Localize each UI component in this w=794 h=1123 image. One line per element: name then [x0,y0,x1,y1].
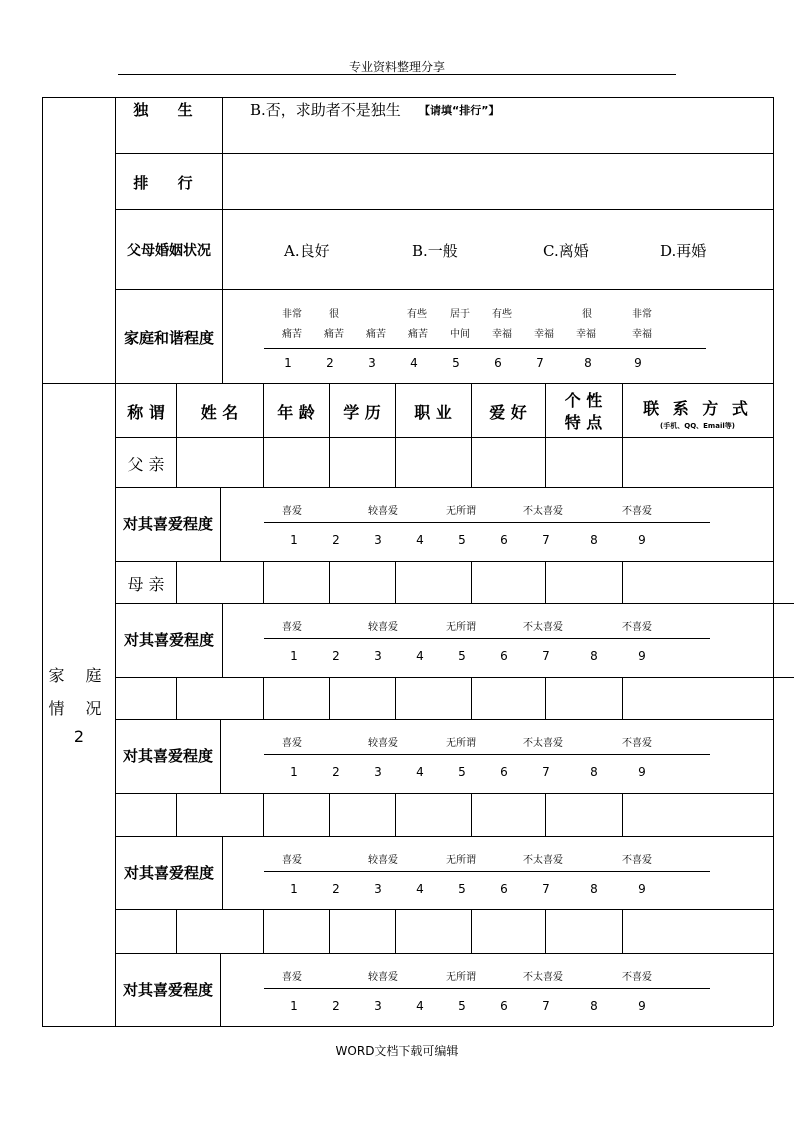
member-row-divider [115,909,773,910]
harmony-scale-num-6: 7 [536,356,544,370]
like-level-4-4: 不喜爱 [622,972,652,983]
top-row-divider [115,289,773,290]
harmony-top-label-6: 非常 [632,309,652,320]
harmony-scale-num-7: 8 [584,356,592,370]
like-row-divider [115,719,773,720]
harmony-top-label-0: 非常 [282,309,302,320]
header-job: 职 业 [414,403,452,422]
like-scale-num-3-6: 7 [542,882,550,896]
like-level-1-4: 不喜爱 [622,622,652,633]
like-level-1-2: 无所谓 [446,622,476,633]
member-col-divider [263,437,264,487]
harmony-scale-num-2: 3 [368,356,376,370]
like-scale-num-1-6: 7 [542,649,550,663]
table-left-border [42,97,43,1026]
only-child-value: B.否，求助者不是独生 [250,101,401,119]
parents-marriage-label: 父母婚姻状况 [127,243,211,259]
like-scale-num-1-1: 2 [332,649,340,663]
member-row-divider [115,561,773,562]
like-scale-num-2-8: 9 [638,765,646,779]
harmony-top-label-3: 居于 [450,309,470,320]
like-level-3-4: 不喜爱 [622,855,652,866]
top-row-divider [115,153,773,154]
like-scale-num-4-8: 9 [638,999,646,1013]
member-col-divider [176,677,177,719]
like-level-2-1: 较喜爱 [368,738,398,749]
member-row-divider [115,793,773,794]
like-level-0-1: 较喜爱 [368,506,398,517]
like-label-1: 对其喜爱程度 [123,631,214,649]
like-scale-num-4-5: 6 [500,999,508,1013]
member-col-divider [545,677,546,719]
member-title-0: 父 亲 [127,455,165,474]
member-col-divider [471,909,472,953]
member-col-divider [395,909,396,953]
member-col-divider [545,909,546,953]
like-scale-num-2-3: 4 [416,765,424,779]
like-level-0-0: 喜爱 [282,506,302,517]
family-section-label-1: 家 庭 [48,666,110,685]
member-col-divider [471,677,472,719]
member-col-divider [622,793,623,836]
like-level-3-3: 不太喜爱 [523,855,563,866]
like-level-1-3: 不太喜爱 [523,622,563,633]
like-label-divider [220,719,221,793]
member-col-divider [622,677,623,719]
like-scale-num-3-4: 5 [458,882,466,896]
like-scale-num-0-3: 4 [416,533,424,547]
member-col-divider [329,909,330,953]
like-scale-num-2-5: 6 [500,765,508,779]
like-scale-num-4-6: 7 [542,999,550,1013]
harmony-label: 家庭和谐程度 [123,329,214,347]
like-scale-num-0-0: 1 [290,533,298,547]
like-scale-num-3-3: 4 [416,882,424,896]
harmony-scale-num-3: 4 [410,356,418,370]
member-col-divider [176,909,177,953]
like-scale-num-0-7: 8 [590,533,598,547]
marriage-option-divorced: C.离婚 [543,242,589,260]
table-bottom-border [42,1026,773,1027]
like-scale-num-0-4: 5 [458,533,466,547]
like-level-0-3: 不太喜爱 [523,506,563,517]
like-level-4-2: 无所谓 [446,972,476,983]
like-scale-num-1-7: 8 [590,649,598,663]
member-col-divider [622,561,623,603]
member-col-divider [471,561,472,603]
member-col-divider [329,793,330,836]
marriage-option-remarried: D.再婚 [660,242,707,260]
harmony-bottom-label-6: 幸福 [534,329,554,340]
like-scale-num-1-3: 4 [416,649,424,663]
harmony-bottom-label-4: 中间 [450,329,470,340]
like-scale-num-0-1: 2 [332,533,340,547]
member-col-divider [395,793,396,836]
harmony-scale-line [264,348,706,349]
like-scale-num-3-8: 9 [638,882,646,896]
top-row-divider [115,209,773,210]
header-rule [118,74,676,75]
like-label-3: 对其喜爱程度 [123,864,214,882]
harmony-bottom-label-5: 幸福 [492,329,512,340]
header-title: 称 谓 [127,403,165,422]
top-label-divider [222,97,223,383]
header-education: 学 历 [343,403,381,422]
overflow-rule [773,603,794,604]
like-level-4-0: 喜爱 [282,972,302,983]
like-scale-num-3-0: 1 [290,882,298,896]
overflow-rule [773,677,794,678]
like-scale-num-2-7: 8 [590,765,598,779]
like-scale-num-4-0: 1 [290,999,298,1013]
harmony-scale-num-8: 9 [634,356,642,370]
harmony-scale-num-1: 2 [326,356,334,370]
like-level-3-1: 较喜爱 [368,855,398,866]
like-scale-line [264,522,710,523]
table-right-border [773,97,774,1026]
like-scale-num-0-6: 7 [542,533,550,547]
harmony-top-label-4: 有些 [492,309,512,320]
like-level-0-4: 不喜爱 [622,506,652,517]
family-section-label-2: 情 况 [48,699,110,718]
member-col-divider [395,561,396,603]
member-col-divider [329,677,330,719]
harmony-scale-num-4: 5 [452,356,460,370]
only-child-label: 独 生 [133,101,205,119]
like-level-2-2: 无所谓 [446,738,476,749]
like-level-4-3: 不太喜爱 [523,972,563,983]
harmony-bottom-label-3: 痛苦 [408,329,428,340]
member-col-divider [176,793,177,836]
harmony-bottom-label-1: 痛苦 [324,329,344,340]
page-header: 专业资料整理分享 [348,60,445,74]
member-col-divider [622,437,623,487]
harmony-top-label-5: 很 [582,309,592,320]
member-col-divider [263,677,264,719]
like-label-divider [222,603,223,677]
member-col-divider [545,561,546,603]
header-age: 年 龄 [277,403,315,422]
harmony-top-label-2: 有些 [407,309,427,320]
harmony-top-label-1: 很 [329,309,339,320]
like-level-1-1: 较喜爱 [368,622,398,633]
like-scale-num-1-8: 9 [638,649,646,663]
member-col-divider [176,561,177,603]
like-scale-num-3-2: 3 [374,882,382,896]
like-scale-line [264,638,710,639]
header-hobby: 爱 好 [489,403,527,422]
member-col-divider [263,561,264,603]
family-section-label-3: 2 [73,727,85,746]
member-col-divider [263,793,264,836]
like-level-0-2: 无所谓 [446,506,476,517]
like-level-2-0: 喜爱 [282,738,302,749]
like-scale-num-1-2: 3 [374,649,382,663]
member-col-divider [395,437,396,487]
like-scale-num-4-1: 2 [332,999,340,1013]
like-scale-line [264,988,710,989]
member-col-divider [545,437,546,487]
like-row-divider [115,836,773,837]
like-scale-num-4-7: 8 [590,999,598,1013]
like-level-4-1: 较喜爱 [368,972,398,983]
member-col-divider [176,437,177,487]
like-scale-num-1-4: 5 [458,649,466,663]
header-contact-note: (手机、QQ、Email等) [660,422,735,430]
like-scale-num-0-5: 6 [500,533,508,547]
member-title-1: 母 亲 [127,575,165,594]
like-scale-num-3-5: 6 [500,882,508,896]
member-col-divider [263,909,264,953]
like-level-2-3: 不太喜爱 [523,738,563,749]
like-scale-num-2-6: 7 [542,765,550,779]
like-scale-num-3-1: 2 [332,882,340,896]
like-scale-num-0-8: 9 [638,533,646,547]
page-footer: WORD文档下载可编辑 [335,1044,459,1058]
like-label-divider [220,953,221,1026]
harmony-scale-num-5: 6 [494,356,502,370]
like-label-0: 对其喜爱程度 [122,515,213,533]
like-level-3-2: 无所谓 [446,855,476,866]
like-scale-line [264,754,710,755]
like-scale-num-3-7: 8 [590,882,598,896]
rank-label: 排 行 [133,174,205,192]
harmony-scale-num-0: 1 [284,356,292,370]
member-col-divider [471,793,472,836]
header-name: 姓 名 [200,403,239,422]
like-scale-num-2-2: 3 [374,765,382,779]
like-scale-num-1-0: 1 [290,649,298,663]
harmony-bottom-label-8: 幸福 [632,329,652,340]
member-col-divider [329,561,330,603]
marriage-option-good: A.良好 [284,242,330,260]
only-child-note: 【请填“排行”】 [419,104,500,117]
like-label-4: 对其喜爱程度 [122,981,213,999]
header-row-divider [115,437,773,438]
marriage-option-average: B.一般 [412,242,458,260]
member-row-divider [115,677,773,678]
member-col-divider [622,909,623,953]
like-scale-line [264,871,710,872]
like-level-2-4: 不喜爱 [622,738,652,749]
like-label-2: 对其喜爱程度 [122,747,213,765]
like-scale-num-4-4: 5 [458,999,466,1013]
header-contact: 联 系 方 式 [643,399,752,418]
member-col-divider [395,677,396,719]
section-divider [42,383,773,384]
like-level-3-0: 喜爱 [282,855,302,866]
member-col-divider [471,437,472,487]
table-top-border [42,97,773,98]
like-scale-num-4-2: 3 [374,999,382,1013]
like-scale-num-0-2: 3 [374,533,382,547]
like-label-divider [222,836,223,909]
harmony-bottom-label-7: 幸福 [576,329,596,340]
like-row-divider [115,487,773,488]
harmony-bottom-label-2: 痛苦 [366,329,386,340]
like-scale-num-2-1: 2 [332,765,340,779]
header-personality-1: 个 性 [564,391,603,410]
like-scale-num-1-5: 6 [500,649,508,663]
member-col-divider [329,437,330,487]
like-scale-num-2-4: 5 [458,765,466,779]
like-level-1-0: 喜爱 [282,622,302,633]
member-col-divider [545,793,546,836]
like-scale-num-2-0: 1 [290,765,298,779]
like-row-divider [115,603,773,604]
like-row-divider [115,953,773,954]
header-personality-2: 特 点 [564,413,603,432]
like-label-divider [220,487,221,561]
harmony-bottom-label-0: 痛苦 [282,329,302,340]
like-scale-num-4-3: 4 [416,999,424,1013]
